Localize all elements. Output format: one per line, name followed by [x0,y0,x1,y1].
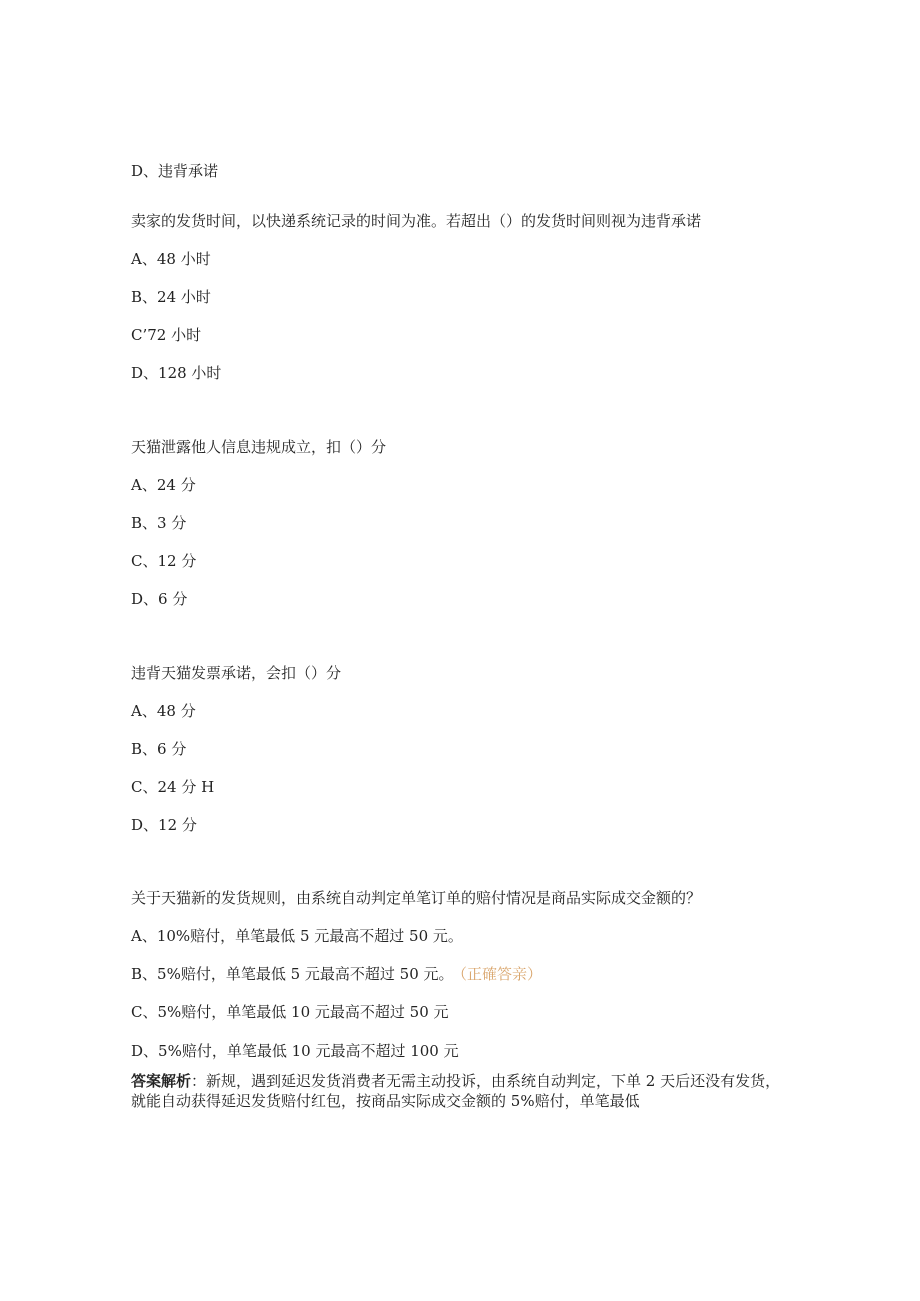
q2-option-b: B、3 分 [131,514,187,532]
q4-option-c: C、5%赔付，单笔最低 10 元最高不超过 50 元 [131,1003,449,1021]
q2-option-a: A、24 分 [131,476,196,494]
q0-option-d: D、违背承诺 [131,162,219,180]
q4-question: 关于天猫新的发货规则，由系统自动判定单笔订单的赔付情况是商品实际成交金额的？ [131,889,702,907]
q4-option-a: A、10%赔付，单笔最低 5 元最高不超过 50 元。 [131,927,463,945]
q4-option-b-text: B、5%赔付，单笔最低 5 元最高不超过 50 元。 [131,965,454,983]
q2-question: 天猫泄露他人信息违规成立，扣（）分 [131,438,387,456]
q3-option-b: B、6 分 [131,740,187,758]
answer-analysis [131,1071,791,1111]
q3-question: 违背天猫发票承诺，会扣（）分 [131,664,342,682]
q1-option-c: C’72 小时 [131,326,202,344]
analysis-text: ：新规，遇到延迟发货消费者无需主动投诉，由系统自动判定，下单 2 天后还没有发货，就能自动获得延迟发货赔付红包，按商品实际成交金额的 5%赔付，单笔最低 [131,1072,781,1110]
q3-option-c: C、24 分 H [131,778,215,796]
q1-option-d: D、128 小时 [131,364,222,382]
q2-option-c: C、12 分 [131,552,197,570]
q4-option-d: D、5%赔付，单笔最低 10 元最高不超过 100 元 [131,1042,459,1060]
q3-option-d: D、12 分 [131,816,197,834]
q1-question: 卖家的发货时间，以快递系统记录的时间为准。若超出（）的发货时间则视为违背承诺 [131,212,702,230]
q1-option-a: A、48 小时 [131,250,211,268]
q2-option-d: D、6 分 [131,590,188,608]
q3-option-a: A、48 分 [131,702,196,720]
q4-option-b [131,964,542,984]
analysis-label: 答案解析 [131,1072,192,1090]
correct-answer-marker: （正確答亲） [459,965,543,983]
q1-option-b: B、24 小时 [131,288,211,306]
